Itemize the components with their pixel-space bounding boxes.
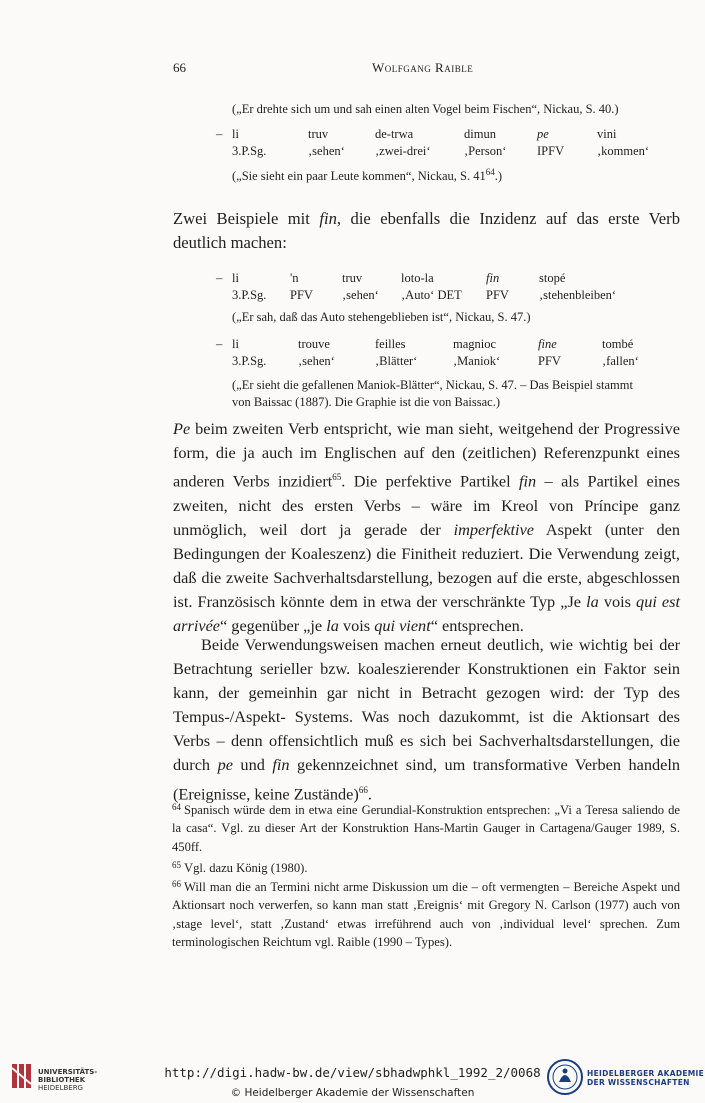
text-run: la <box>326 616 339 636</box>
gloss-word: ‚Blätter‘ <box>375 354 418 368</box>
gloss-row <box>232 336 639 353</box>
footnote-text: Will man die an Termini nicht arme Diskussion um die – oft vermengten – Bereiche Aspekt und Aktionsart noch verwerfen, so kann man statt ‚Ereignis‘ mit Gregory N. Carlson (1977) auch von ‚stage level‘, statt ‚Zustand‘ etwas irreführend auch von ‚individual level‘ sprechen. Zum terminologischen Reichtum vgl. Raible (1990 – Types). <box>172 880 680 950</box>
translation-line: („Er drehte sich um und sah einen alten Vogel beim Fischen“, Nickau, S. 40.) <box>232 102 619 116</box>
text-run: . <box>367 783 372 803</box>
footnote-66 <box>172 875 680 952</box>
gloss-word: li <box>232 127 239 141</box>
text-run: vois <box>338 616 375 636</box>
text-run: fin <box>272 755 290 775</box>
text-run: beim zweiten Verb entspricht, wie man sieht, weitgehend der Progressive form, die ja auch im Englischen auf den (zeitlichen) Referenzpunkt eines anderen Verbs inzidiert <box>173 419 680 491</box>
gloss-row <box>232 270 616 287</box>
gloss-word: feilles <box>375 337 406 351</box>
running-title: Wolfgang Raible <box>372 60 474 75</box>
text-run: Pe <box>173 419 191 438</box>
gloss-word: magnioc <box>453 337 497 351</box>
text-run: “ gegenüber „je <box>220 616 327 636</box>
translation-end: .) <box>494 169 503 184</box>
gloss-word: truv <box>342 271 363 285</box>
intro-line-2: deutlich machen: <box>173 233 287 252</box>
gloss-word: tombé <box>602 337 634 351</box>
gloss-word: li <box>232 337 239 351</box>
footnote-text: Spanisch würde dem in etwa eine Gerundial-Konstruktion entsprechen: „Vi a Teresa saliendo de la casa“. Vgl. zu dieser Art der Konstruktion Hans-Martin Gauger in Cartagena/Gauger 1989, S. 450ff. <box>172 803 680 854</box>
text-run: und <box>232 755 273 775</box>
document-url-link[interactable]: http://digi.hadw-bw.de/view/sbhadwphkl_1992_2/0068 <box>164 1065 541 1080</box>
gloss-word: de-trwa <box>375 127 414 141</box>
gloss-word: pe <box>537 127 549 141</box>
gloss-word: truv <box>308 127 329 141</box>
gloss-word: loto-la <box>401 271 434 285</box>
footnote-text: Vgl. dazu König (1980). <box>184 861 308 875</box>
academy-name-line: HEIDELBERGER AKADEMIE <box>587 1069 705 1078</box>
text-run: pe <box>217 755 233 775</box>
gloss-example-2 <box>232 270 616 304</box>
text-run: qui est arrivée <box>173 592 680 636</box>
footnote-number: 64 <box>172 802 181 812</box>
body-paragraph-2 <box>173 633 680 806</box>
gloss-word: vini <box>597 127 617 141</box>
list-dash: – <box>216 271 223 285</box>
gloss-word: ‚zwei-drei‘ <box>375 144 431 158</box>
text-run: vois <box>598 592 637 612</box>
footer-bar <box>0 1050 705 1103</box>
text-run: Beide Verwendungsweisen machen erneut deutlich, wie wichtig bei der Betrachtung serieller bzw. koaleszierender Konstruktionen ein Faktor sein kann, der gemeinhin gar nicht in Betracht gezogen wird: der Typ des Tempus-/Aspekt- Systems. Was noch dazukommt, ist die Aktionsart des Verbs – denn offensichtlich muß es sich bei Sachverhaltsdarstellungen, die durch <box>173 635 680 775</box>
gloss-word: PFV <box>486 288 509 302</box>
academy-name <box>587 1069 704 1087</box>
gloss-word: 3.P.Sg. <box>232 354 267 368</box>
translation-line: von Baissac (1887). Die Graphie ist die von Baissac.) <box>232 395 500 409</box>
text-run: Aspekt (unter den Bedingungen der Koaleszenz) die Finitheit reduziert. Die Verwendung zeigt, daß die zweite Sachverhaltsdarstellung, bezogen auf die erste, abgeschlossen ist. Französisch könnte dem in etwa der verschränkte Typ „Je <box>173 519 680 612</box>
footnote-ref: 66 <box>358 784 368 795</box>
gloss-word: ‚sehen‘ <box>342 288 379 302</box>
list-dash: – <box>216 127 223 141</box>
translation-line: („Er sieht die gefallenen Maniok-Blätter“, Nickau, S. 47. – Das Beispiel stammt <box>232 378 633 392</box>
text-run: qui vient <box>374 616 431 636</box>
gloss-example-1 <box>232 126 649 160</box>
text-run: “ entsprechen. <box>430 616 524 636</box>
footnote-number: 66 <box>172 879 181 889</box>
academy-seal-icon <box>546 1058 584 1096</box>
list-dash: – <box>216 337 223 351</box>
gloss-word: stopé <box>539 271 566 285</box>
gloss-row <box>232 126 649 143</box>
gloss-word: ‚kommen‘ <box>597 144 650 158</box>
gloss-word: IPFV <box>537 144 565 158</box>
library-name-line: UNIVERSITÄTS- <box>38 1068 98 1076</box>
translation-text: („Sie sieht ein paar Leute kommen“, Nickau, S. 41 <box>232 169 486 184</box>
copyright-text: © Heidelberger Akademie der Wissenschaften <box>230 1087 475 1099</box>
gloss-word: dimun <box>464 127 496 141</box>
body-paragraph-1 <box>173 417 680 638</box>
gloss-row <box>232 287 616 304</box>
library-name-line: HEIDELBERG <box>38 1084 83 1092</box>
gloss-word: 3.P.Sg. <box>232 144 267 158</box>
gloss-word: 'n <box>290 271 299 285</box>
text-run: Zwei Beispiele mit <box>173 209 320 228</box>
gloss-word: ‚Auto‘ DET <box>401 288 462 302</box>
gloss-word: PFV <box>290 288 313 302</box>
translation-line: („Er sah, daß das Auto stehengeblieben ist“, Nickau, S. 47.) <box>232 310 531 324</box>
gloss-word: 3.P.Sg. <box>232 288 267 302</box>
gloss-word: ‚sehen‘ <box>298 354 335 368</box>
gloss-example-3 <box>232 336 639 370</box>
gloss-word: ‚Maniok‘ <box>453 354 501 368</box>
text-run: . Die perfektive Partikel <box>341 471 519 491</box>
gloss-row <box>232 353 639 370</box>
gloss-word: PFV <box>538 354 561 368</box>
translation-line <box>232 164 502 185</box>
footnote-number: 65 <box>172 860 181 870</box>
page-number: 66 <box>173 60 186 75</box>
gloss-word: ‚fallen‘ <box>602 354 639 368</box>
footnote-ref: 64 <box>485 167 495 177</box>
gloss-word: ‚sehen‘ <box>308 144 345 158</box>
intro-line-1 <box>173 207 680 231</box>
text-run: gekennzeichnet sind, um transformative Verben handeln (Ereignisse, keine Zustände) <box>173 755 681 803</box>
gloss-row <box>232 143 649 160</box>
text-run: fin <box>518 471 537 491</box>
library-name-line: BIBLIOTHEK <box>38 1076 86 1084</box>
text-run: la <box>586 592 599 612</box>
academy-name-line: DER WISSENSCHAFTEN <box>587 1078 690 1087</box>
text-run: – als Partikel eines zweiten, nicht des ersten Verbs – wäre im Kreol von Príncipe ganz unmöglich, weil dort ja gerade der <box>173 471 680 539</box>
gloss-word: fin <box>486 271 500 285</box>
gloss-word: ‚Person‘ <box>464 144 507 158</box>
text-run: , die ebenfalls die Inzidenz auf das erste Verb <box>336 209 680 228</box>
gloss-word: li <box>232 271 239 285</box>
gloss-word: ‚stehenbleiben‘ <box>539 288 617 302</box>
text-run: fin <box>319 209 337 228</box>
gloss-word: trouve <box>298 337 330 351</box>
gloss-word: fine <box>538 337 557 351</box>
text-run: imperfektive <box>453 519 535 539</box>
footnote-64 <box>172 798 680 856</box>
footnote-ref: 65 <box>332 472 342 483</box>
